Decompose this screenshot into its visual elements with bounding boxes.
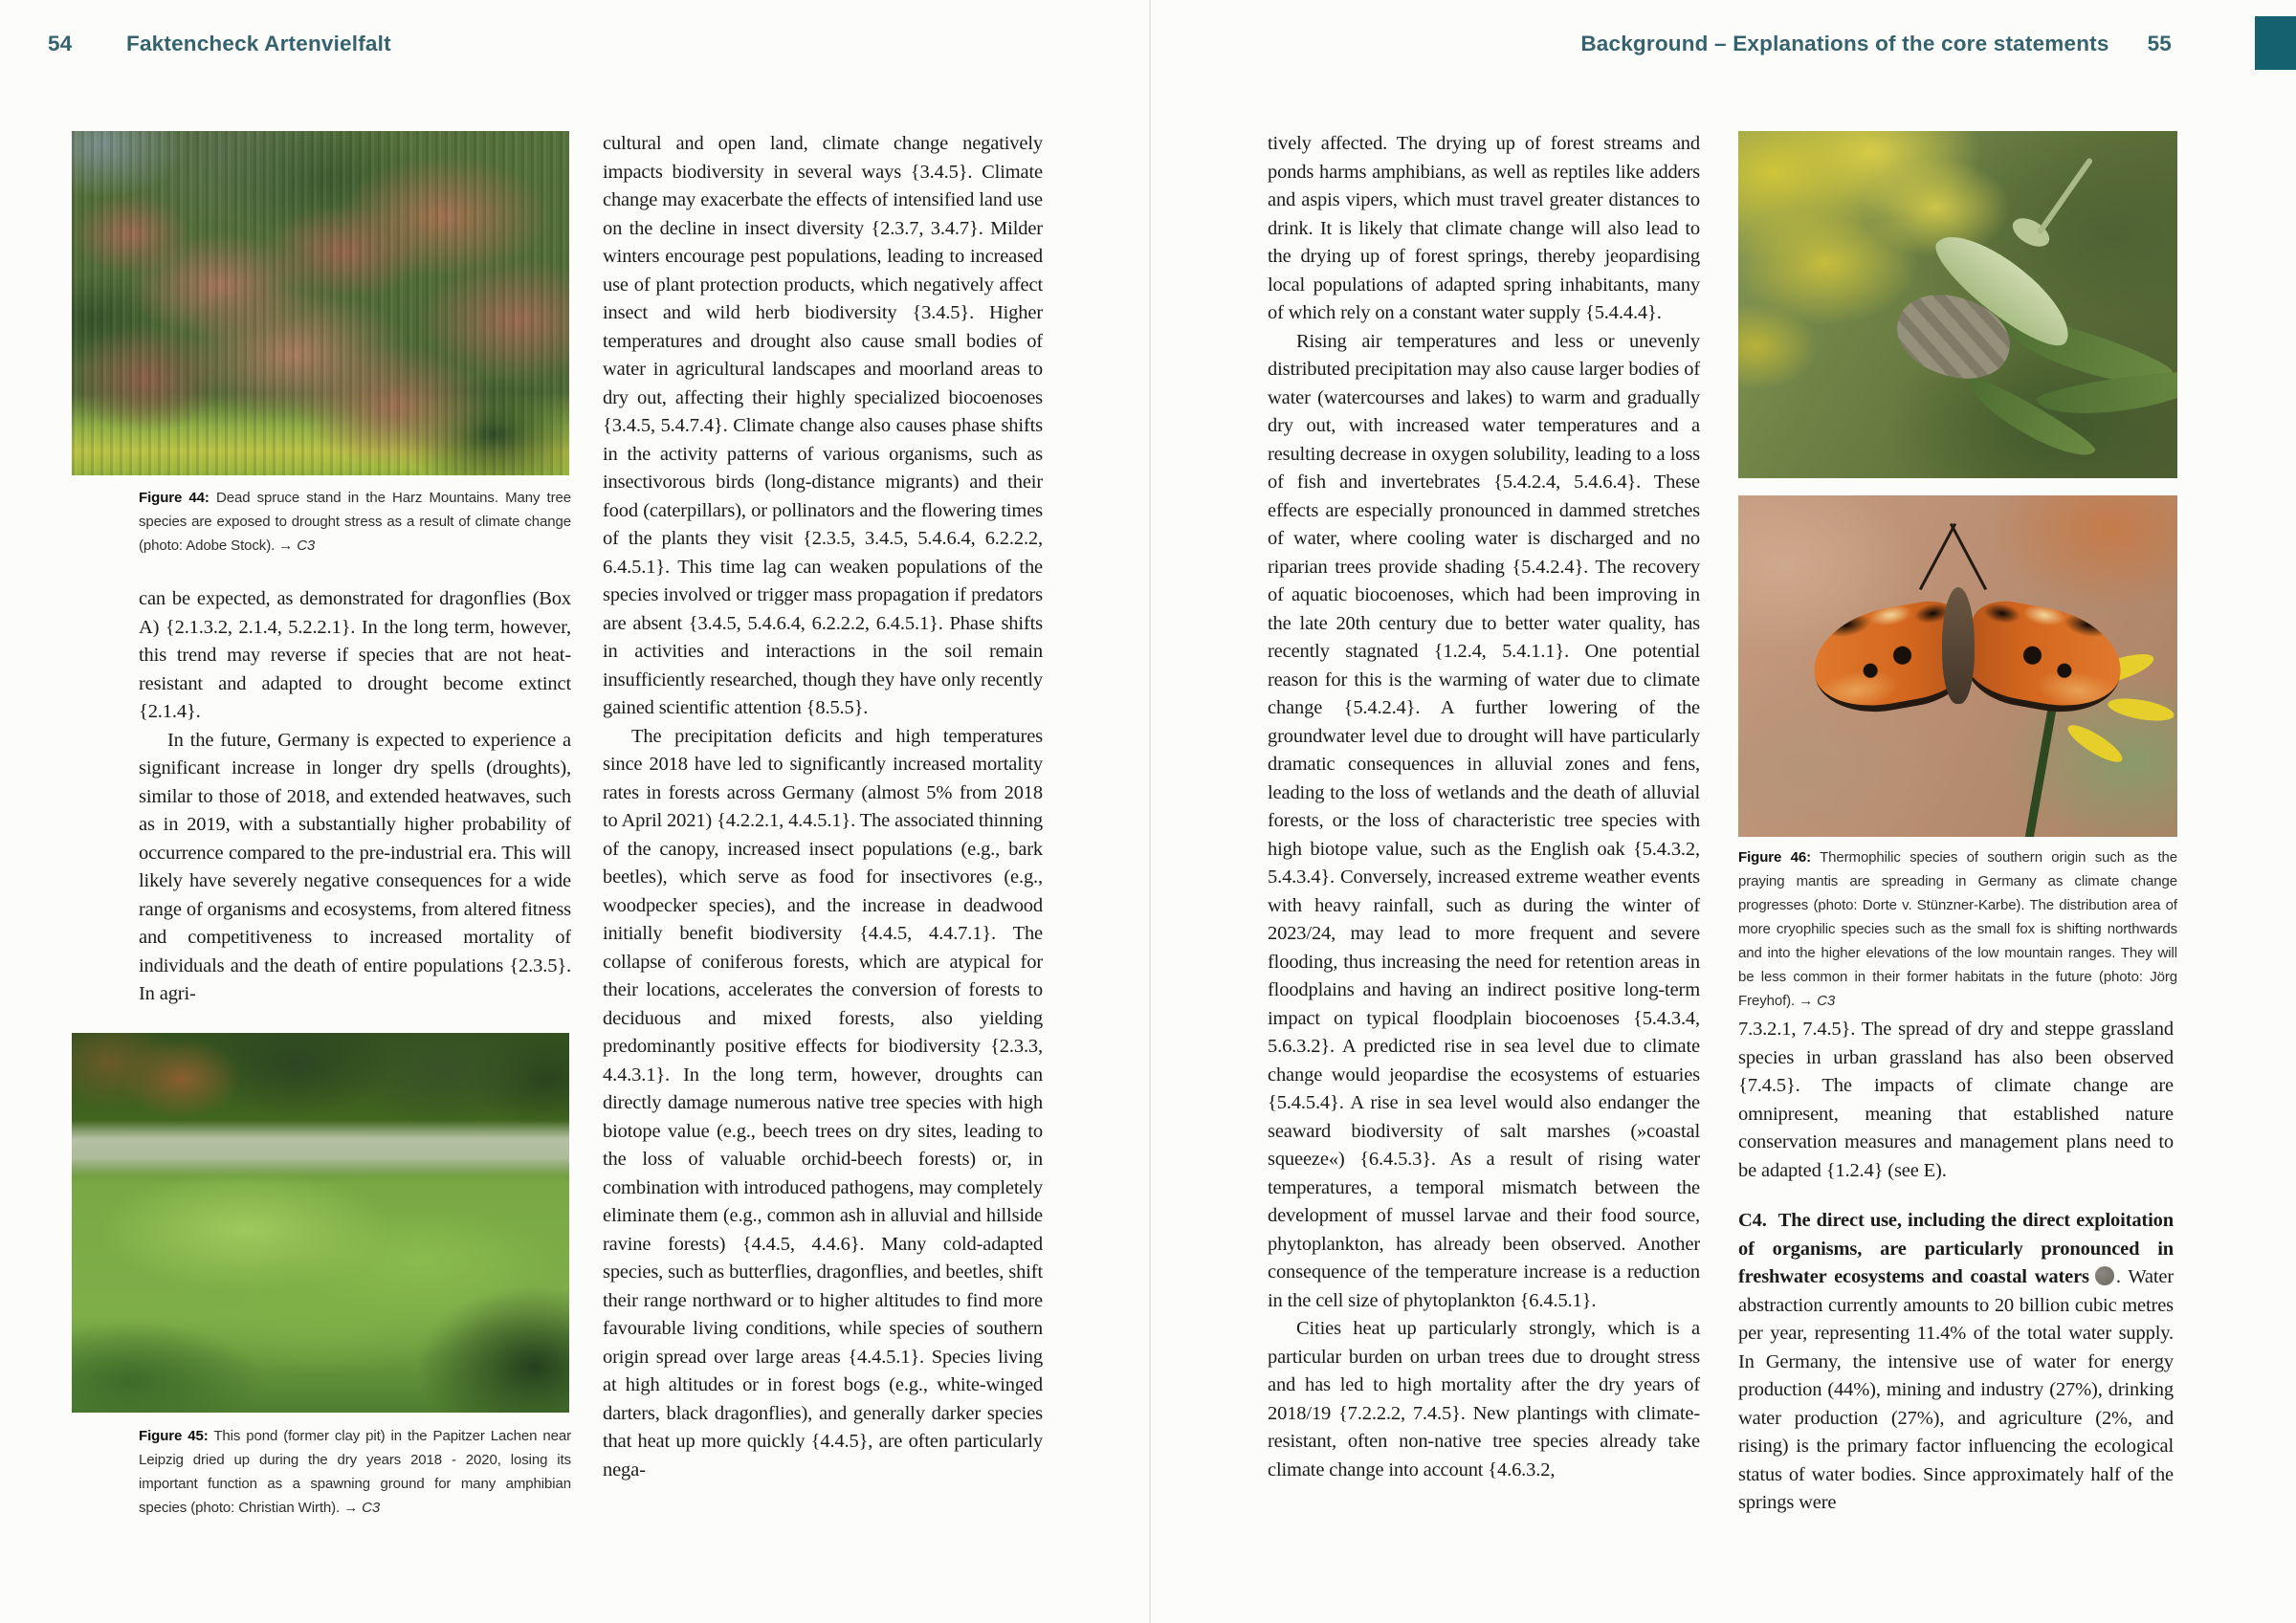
figure-45-caption (139, 1424, 571, 1520)
running-header-right-row (1268, 32, 2172, 56)
page55-column-2 (1738, 1016, 2174, 1613)
body-paragraph: Rising air temperatures and less or unevenly distributed precipitation may also cause larger bodies of water (watercourses and lakes) to warm and gradually dry out, with increased water temperatures and a resulting decrease in oxygen solubility, leading to a loss of fish and invertebrates {5.4.2.4, 5.4.6.4}. These effects are especially pronounced in dammed stretches of water, where cooling water is discharged and no riparian trees provide shading {5.4.2.4}. The recovery of aquatic biocoenoses, which had been improving in the late 20th century due to better water quality, has recently stagnated {1.2.4, 5.4.1.1}. One potential reason for this is the warming of water due to climate change {5.4.2.4}. A further lowering of the groundwater level due to drought will have particularly dramatic consequences in alluvial zones and fens, leading to the loss of wetlands and the death of alluvial forests, or the loss of characteristic tree species with high biotope value, such as the English oak {5.4.3.2, 5.4.3.4}. Conversely, increased extreme weather events with heavy rainfall, such as during the winter of 2023/24, may lead to more frequent and severe flooding, thus increasing the need for retention areas in floodplains and having an indirect positive long-term impact on typical floodplain biocoenoses {5.4.3.4, 5.6.3.2}. A predicted rise in sea level due to climate change would jeopardise the ecosystems of estuaries {5.4.5.4}. A rise in sea level would also endanger the seaward biodiversity of salt marshes (»coastal squeeze«) {6.4.5.3}. As a result of rising water temperatures, a temporal mismatch between the development of mussel larvae and their food source, phytoplankton, has already been observed. Another consequence of the temperature increase is a reduction in the cell size of phytoplankton {6.4.5.1}. (1268, 330, 1700, 1311)
cross-ref-target: C3 (362, 1500, 381, 1516)
figure-45-photo (72, 1033, 569, 1413)
statement-category-dot-icon (2095, 1266, 2114, 1285)
figure-46-label: Figure 46: (1738, 849, 1811, 866)
cross-ref-arrow-icon: → (343, 1500, 363, 1516)
c4-statement-bold: C4. The direct use, including the direct exploitation of organisms, are particularly pronounced in freshwater ecosystems and coastal waters (1738, 1210, 2174, 1287)
flower-petal-shape (2106, 694, 2175, 725)
figure-44-photo (72, 131, 569, 475)
page55-column-1 (1268, 130, 1700, 1541)
c4-core-statement (1738, 1207, 2174, 1518)
body-paragraph: tively affected. The drying up of forest streams and ponds harms amphibians, as well as reptiles like adders and aspis vipers, which must travel greater distances to drink. It is likely that climate change will also lead to the drying up of forest springs, thereby jeopardising local populations of adapted spring inhabitants, many of which rely on a constant water supply {5.4.4.4}. (1268, 133, 1700, 323)
figure-44-label: Figure 44: (139, 490, 210, 506)
figure-45-caption-text: This pond (former clay pit) in the Papitzer Lachen near Leipzig dried up during the dry years 2018 - 2020, losing its important function as a spawning ground for many amphibian species (photo: Christian Wirth). (139, 1428, 571, 1516)
running-header-left: Faktencheck Artenvielfalt (126, 32, 391, 55)
mantis-foreleg-shape (2037, 158, 2093, 235)
butterfly-antenna-shape (1950, 523, 1987, 590)
page-number-left: 54 (48, 32, 73, 55)
body-paragraph: can be expected, as demonstrated for dragonflies (Box A) {2.1.3.2, 2.1.4, 5.2.2.1}. In the long term, however, this trend may reverse if species that are not heat-resistant and adapted to drought become extinct {2.1.4}. (139, 588, 571, 722)
butterfly-antenna-shape (1918, 523, 1955, 590)
cross-ref-target: C3 (297, 537, 316, 554)
cross-ref-arrow-icon: → (1799, 993, 1818, 1009)
body-paragraph: In the future, Germany is expected to experience a significant increase in longer dry spells (droughts), similar to those of 2018, and extended heatwaves, such as in 2019, with a substantially higher probability of occurrence compared to the pre-industrial era. This will likely have severely negative consequences for a wide range of organisms and ecosystems, from altered fitness and competitiveness to increased mortality of individuals and the death of entire populations {2.3.5}. In agri- (139, 729, 571, 1004)
figure-45-label: Figure 45: (139, 1428, 209, 1444)
running-header-right: Background – Explanations of the core statements (1580, 32, 2109, 55)
butterfly-body-shape (1942, 587, 1975, 704)
figure-44-caption-text: Dead spruce stand in the Harz Mountains. Many tree species are exposed to drought stress as a result of climate change (photo: Adobe Stock). (139, 490, 571, 554)
figure-46-photo-praying-mantis (1738, 131, 2177, 478)
figure-46-photo-small-fox-butterfly (1738, 495, 2177, 837)
page54-column-1 (139, 585, 571, 1006)
page-gutter-divider (1149, 0, 1151, 1623)
c4-statement-body: . Water abstraction currently amounts to 20 billion cubic metres per year, representing 11.4% of the total water supply. In Germany, the intensive use of water for energy production (44%), mining and industry (27%), drinking water production (27%), and agriculture (2%, and rising) is the primary factor influencing the ecological status of water bodies. Since approximately half of the springs were (1738, 1266, 2174, 1513)
figure-46-caption (1738, 845, 2177, 1013)
flower-petal-shape (2064, 719, 2127, 768)
page-number-right: 55 (2147, 32, 2172, 55)
body-paragraph: The precipitation deficits and high temperatures since 2018 have led to significantly increased mortality rates in forests across Germany (almost 5% from 2018 to April 2021) {4.2.2.1, 4.4.5.1}. The associated thinning of the canopy, increased insect populations (e.g., bark beetles), which serve as food for insectivores (e.g., woodpecker species), and the increase in deadwood initially benefit biodiversity {4.4.5, 4.4.7.1}. The collapse of coniferous forests, which are atypical for their locations, accelerates the conversion of forests to deciduous and mixed forests, also yielding predominantly positive effects for biodiversity {2.3.3, 4.4.3.1}. In the long term, however, droughts can directly damage numerous native tree species with high biotope value (e.g., beech trees on dry sites, leading to the loss of valuable orchid-beech forests) or, in combination with introduced pathogens, may completely eliminate them (e.g., common ash in alluvial and hillside ravine forests) {4.4.5, 4.4.6}. Many cold-adapted species, such as butterflies, dragonflies, and beetles, shift their range northward or to higher altitudes to find more favourable living conditions, while species of southern origin spread over large areas {4.4.5.1}. Species living at high altitudes or in forest bogs (e.g., white-winged darters, black dragonflies), and generally darker species that heat up more quickly {4.4.5}, are often particularly nega- (603, 725, 1043, 1480)
cross-ref-arrow-icon: → (278, 537, 298, 554)
page54-column-2 (603, 130, 1043, 1541)
figure-46-caption-text: Thermophilic species of southern origin such as the praying mantis are spreading in Germany as climate change progresses (photo: Dorte v. Stünzner-Karbe). The distribution area of more cryophilic species such as the small fox is shifting northwards and into the higher elevations of the low mountain ranges. They will be less common in their former habitats in the future (photo: Jörg Freyhof). (1738, 849, 2177, 1009)
butterfly-right-wing-shape (1959, 596, 2130, 723)
body-paragraph: 7.3.2.1, 7.4.5}. The spread of dry and steppe grassland species in urban grassland has also been observed {7.4.5}. The impacts of climate change are omnipresent, meaning that established nature conservation measures and management plans need to be adapted {1.2.4} (see E). (1738, 1019, 2174, 1181)
body-paragraph: Cities heat up particularly strongly, which is a particular burden on urban trees due to drought stress and has led to high mortality after the dry years of 2018/19 {7.2.2.2, 7.4.5}. New plantings with climate-resistant, often non-native tree species already take climate change into account {4.6.3.2, (1268, 1318, 1700, 1480)
chapter-color-tab (2255, 16, 2296, 70)
figure-44-caption (139, 486, 571, 558)
body-paragraph: cultural and open land, climate change negatively impacts biodiversity in several ways {3.4.5}. Climate change may exacerbate the effects of intensified land use on the decline in insect diversity {2.3.7, 3.4.7}. Milder winters encourage pest populations, leading to increased use of plant protection products, which negatively affect insect and wild herb biodiversity {3.4.5}. Higher temperatures and drought also cause small bodies of water in agricultural landscapes and moorland areas to dry out, affecting their highly specialized biocoenoses {3.4.5, 5.4.7.4}. Climate change also causes phase shifts in the activity patterns of various organisms, such as insectivorous birds (long-distance migrants) and their food (caterpillars), or pollinators and the flowering times of the plants they visit {2.3.5, 3.4.5, 5.4.6.4, 6.2.2.2, 6.4.5.1}. This time lag can weaken populations of the species involved or trigger mass propagation if predators are absent {3.4.5, 5.4.6.4, 6.2.2.2, 6.4.5.1}. Phase shifts in activities and interactions in the soil remain insufficiently researched, though they have only recently gained scientific attention {8.5.5}. (603, 133, 1043, 718)
cross-ref-target: C3 (1817, 993, 1836, 1009)
